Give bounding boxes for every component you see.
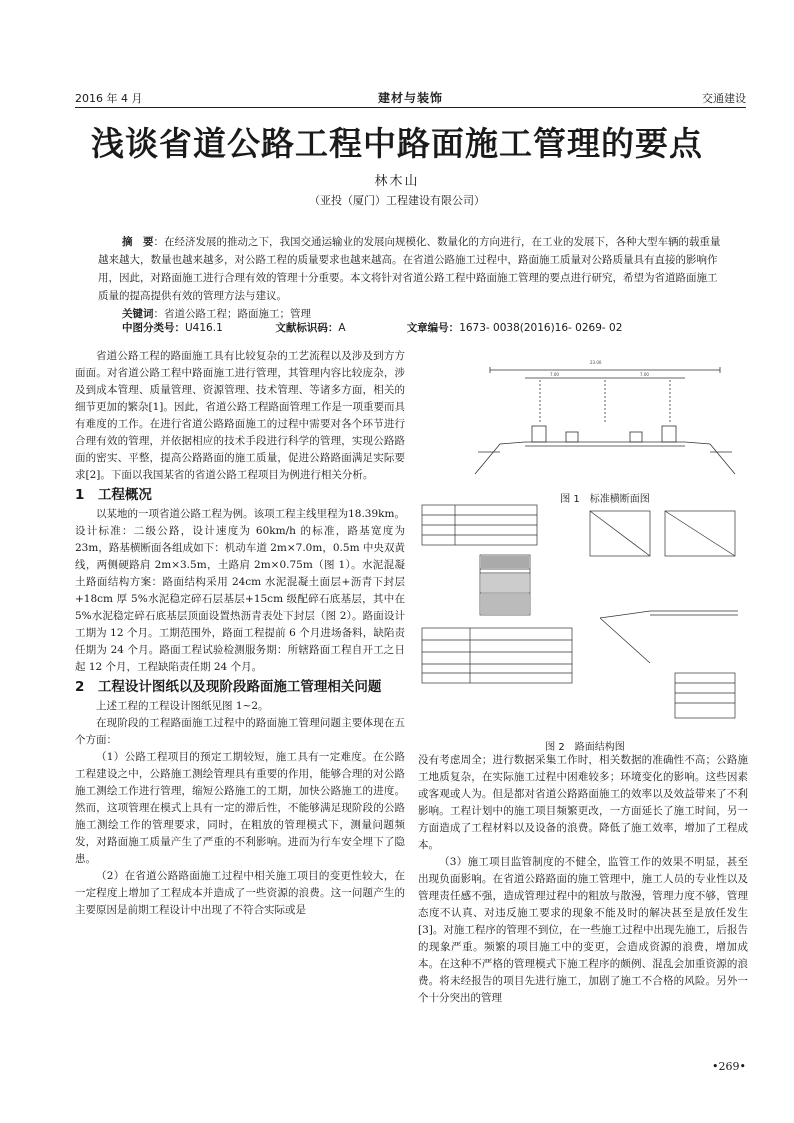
svg-text:23.00: 23.00 (590, 360, 602, 365)
paragraph: （2）在省道公路路面施工过程中相关施工项目的变更性较大，在一定程度上增加了工程成本并造成了一些资源的浪费。这一问题产生的主要原因是前期工程设计中出现了不符合实际或是 (75, 870, 405, 916)
figure-1-cross-section (470, 352, 740, 480)
paragraph: 在现阶段的工程路面施工过程中的路面施工管理问题主要体现在五个方面： (75, 717, 405, 746)
svg-text:7.00: 7.00 (550, 372, 559, 377)
abstract: 摘 要：在经济发展的推动之下，我国交通运输业的发展向规模化、数量化的方向进行，在工业的发展下，各种大型车辆的载重量越来越大，数量也越来越多，对公路工程的质量要求也越来越高。在省道公路施工过程中，路面施工质量对公路质量具有直接的影响作用，因此，对路面施工进行合理有效的管理十分重要。本文将针对省道公路工程中路面施工管理的要点进行研究，希望为省道路面施工质量的提高提供有效的管理方法与建议。 关键词：省道公路工程；路面施工；管理 (98, 236, 721, 320)
clc-label: 中图分类号： (122, 322, 185, 334)
art-value: 1673- 0038(2016)16- 0269- 02 (459, 322, 623, 334)
header-journal: 建材与装饰 (377, 91, 443, 105)
author: 林木山 (374, 174, 420, 189)
header-date: 2016 年 4 月 (75, 92, 143, 105)
section-heading-1: 1 工程概况 (75, 487, 152, 503)
affiliation: （亚投（厦门）工程建设有限公司） (309, 194, 485, 207)
doc-label: 文献标识码： (275, 322, 339, 334)
article-meta (122, 320, 622, 335)
svg-text:7.00: 7.00 (640, 372, 649, 377)
header-rule (75, 107, 746, 108)
page-number: •269• (712, 1060, 746, 1073)
figure-1-caption: 图 1 标准横断面图 (560, 494, 650, 505)
article-title: 浅谈省道公路工程中路面施工管理的要点 (91, 124, 703, 163)
doc-value: A (338, 322, 346, 334)
abstract-text: 在经济发展的推动之下，我国交通运输业的发展向规模化、数量化的方向进行，在工业的发展下，各种大型车辆的载重量越来越大，数量也越来越多，对公路工程的质量要求也越来越高。在省道公路施工过程中，路面施工质量对公路质量具有直接的影响作用，因此，对路面施工进行合理有效的管理十分重要。本文将针对省道公路工程中路面施工管理的要点进行研究，希望为省道路面施工质量的提高提供有效的管理方法与建议。 (98, 236, 721, 302)
section-heading-2: 2 工程设计图纸以及现阶段路面施工管理相关问题 (75, 679, 382, 695)
header-section: 交通建设 (702, 92, 746, 105)
paragraph: 省道公路工程的路面施工具有比较复杂的工艺流程以及涉及到方方面面。对省道公路工程中路面施工进行管理，其管理内容比较庞杂，涉及到成本管理、质量管理、资源管理、技术管理、等诸多方面，相关的细节更加的繁杂[1]。因此，省道公路工程路面管理工作是一项重要而具有难度的工作。在进行省道公路路面施工的过程中需要对各个环节进行合理有效的管理，并依据相应的技术手段进行科学的管理，实现公路路面的密实、平整，提高公路路面的施工质量，促进公路路面满足实际要求[2]。下面以我国某省的省道公路工程项目为例进行相关分析。 (75, 350, 405, 481)
clc-value: U416.1 (185, 322, 223, 334)
figure-2-pavement-structure (420, 503, 750, 735)
paragraph: （3）施工项目监管制度的不健全，监管工作的效果不明显，甚至出现负面影响。在省道公路路面的施工管理中，施工人员的专业性以及管理责任感不强，造成管理过程中的粗放与散漫，管理力度不够，管理态度不认真、对违反施工要求的现象不能及时的解决甚至是放任发生[3]。对施工程序的管理不到位，在一些施工过程中出现先施工，后报告的现象严重。频繁的项目施工中的变更，会造成资源的浪费，增加成本。在这种不严格的管理模式下施工程序的颇例、混乱会加重资源的浪费。将未经报告的项目先进行施工，加剧了施工不合格的风险。另外一个十分突出的管理 (418, 856, 748, 1004)
abstract-label: 摘 要 (122, 236, 154, 248)
keywords-label: 关键词 (122, 308, 154, 320)
art-label: 文章编号： (406, 322, 460, 334)
paragraph: 上述工程的工程设计图纸见图 1~2。 (96, 700, 269, 712)
paragraph: （1）公路工程项目的预定工期较短，施工具有一定难度。在公路工程建设之中，公路施工测绘管理具有重要的作用，能够合理的对公路施工测绘工作进行管理，缩短公路施工的工期，加快公路施工的进度。然而，这项管理在模式上具有一定的滞后性，不能够满足现阶段的公路施工测绘工作的管理要求，同时，在粗放的管理模式下，测量问题频发，对路面施工质量产生了严重的不利影响。进而为行车安全埋下了隐患。 (75, 751, 405, 865)
right-column (418, 752, 748, 1007)
running-header (75, 90, 746, 108)
paragraph: 没有考虑周全；进行数据采集工作时，相关数据的准确性不高；公路施工地质复杂，在实际施工过程中困难较多；环境变化的影响。这些因素或客观或人为。但是都对省道公路路面施工的效率以及效益带来了不利影响。工程计划中的施工项目频繁更改，一方面延长了施工时间，另一方面造成了工程材料以及设备的浪费。降低了施工效率，增加了工程成本。 (418, 754, 748, 851)
paragraph: 以某地的一项省道公路工程为例。该项工程主线里程为18.39km。设计标准：二级公路，设计速度为 60km/h 的标准，路基宽度为 23m，路基横断面各组成如下：机动车道 2m×7.0m，0.5m 中央双黄线，两侧硬路肩 2m×3.5m，土路肩 2m×0.75m（图 1）。水泥混凝土路面结构方案：路面结构采用 24cm 水泥混凝土面层+沥青下封层+18cm 厚 5%水泥稳定碎石层基层+15cm 级配碎石底基层，其中在 5%水泥稳定碎石底基层顶面设置热沥青表处下封层（图 2）。路面设计工期为 12 个月。工期范围外，路面工程提前 6 个月进场备料，缺陷责任期为 24 个月。路面工程试验检测服务期：所辖路面工程自开工之日起 12 个月，工程缺陷责任期 24 个月。 (75, 508, 405, 673)
figure-2-caption: 图 2 路面结构图 (545, 742, 625, 753)
left-column (75, 348, 405, 919)
keywords-text: 省道公路工程；路面施工；管理 (164, 308, 311, 320)
